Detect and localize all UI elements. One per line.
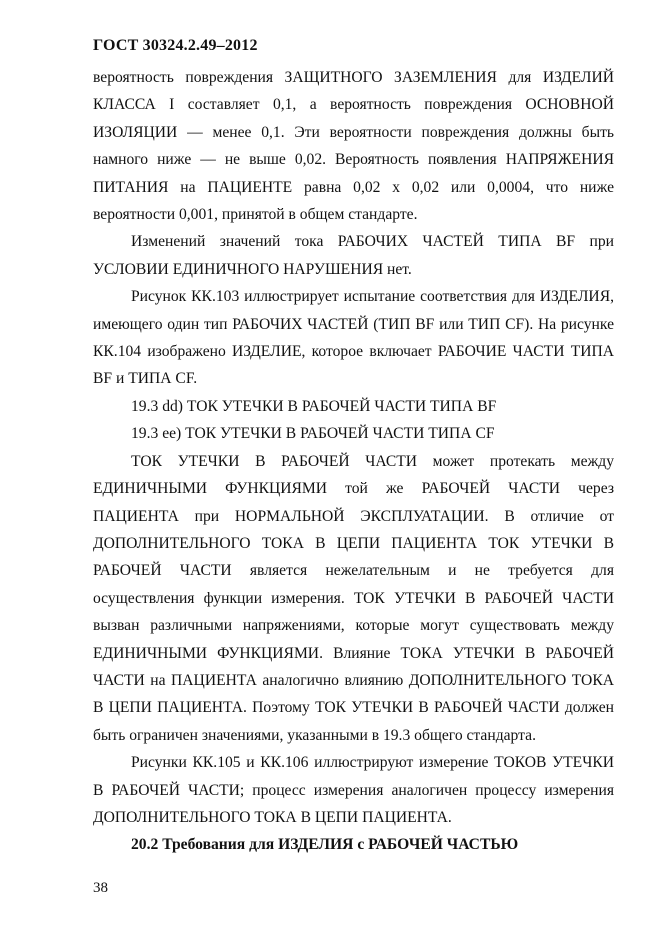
paragraph-probability: вероятность повреждения ЗАЩИТНОГО ЗАЗЕМЛЕНИЯ для ИЗДЕЛИЙ КЛАССА I составляет 0,1, а вероятность повреждения ОСНОВНОЙ ИЗОЛЯЦИИ — менее 0,1. Эти вероятности повреждения должны быть намного ниже — не выше 0,02. Вероятность появления НАПРЯЖЕНИЯ ПИТАНИЯ на ПАЦИЕНТЕ равна 0,02 x 0,02 или 0,0004, что ниже вероятности 0,001, принятой в общем стандарте.	[93, 69, 614, 224]
paragraph-leakage-current: ТОК УТЕЧКИ В РАБОЧЕЙ ЧАСТИ может протекать между ЕДИНИЧНЫМИ ФУНКЦИЯМИ той же РАБОЧЕЙ ЧАСТИ через ПАЦИЕНТА при НОРМАЛЬНОЙ ЭКСПЛУАТАЦИИ. В отличие от ДОПОЛНИТЕЛЬНОГО ТОКА В ЦЕПИ ПАЦИЕНТА ТОК УТЕЧКИ В РАБОЧЕЙ ЧАСТИ является нежелательным и не требуется для осуществления функции измерения. ТОК УТЕЧКИ В РАБОЧЕЙ ЧАСТИ вызван различными напряжениями, которые могут существовать между ЕДИНИЧНЫМИ ФУНКЦИЯМИ. Влияние ТОКА УТЕЧКИ В РАБОЧЕЙ ЧАСТИ на ПАЦИЕНТА аналогично влиянию ДОПОЛНИТЕЛЬНОГО ТОКА В ЦЕПИ ПАЦИЕНТА. Поэтому ТОК УТЕЧКИ В РАБОЧЕЙ ЧАСТИ должен быть ограничен значениями, указанными в 19.3 общего стандарта.	[93, 452, 614, 744]
document-body	[93, 64, 614, 859]
item-19-3-ee: 19.3 ee) ТОК УТЕЧКИ В РАБОЧЕЙ ЧАСТИ ТИПА CF	[131, 425, 495, 443]
paragraph-figure-kk103: Рисунок КК.103 иллюстрирует испытание соответствия для ИЗДЕЛИЯ, имеющего один тип РАБОЧИХ ЧАСТЕЙ (ТИП BF или ТИП CF). На рисунке КК.104 изображено ИЗДЕЛИЕ, которое включает РАБОЧИЕ ЧАСТИ ТИПА BF и ТИПА CF.	[93, 288, 614, 388]
document-header: ГОСТ 30324.2.49–2012	[93, 37, 258, 54]
item-19-3-dd: 19.3 dd) ТОК УТЕЧКИ В РАБОЧЕЙ ЧАСТИ ТИПА BF	[131, 397, 497, 415]
section-heading-20-2: 20.2 Требования для ИЗДЕЛИЯ с РАБОЧЕЙ ЧАСТЬЮ	[131, 836, 519, 854]
paragraph-bf-current: Изменений значений тока РАБОЧИХ ЧАСТЕЙ ТИПА BF при УСЛОВИИ ЕДИНИЧНОГО НАРУШЕНИЯ нет.	[93, 233, 614, 278]
page-number: 38	[93, 880, 108, 896]
paragraph-figures-kk105-kk106: Рисунки КК.105 и КК.106 иллюстрируют измерение ТОКОВ УТЕЧКИ В РАБОЧЕЙ ЧАСТИ; процесс измерения аналогичен процессу измерения ДОПОЛНИТЕЛЬНОГО ТОКА В ЦЕПИ ПАЦИЕНТА.	[93, 754, 614, 826]
